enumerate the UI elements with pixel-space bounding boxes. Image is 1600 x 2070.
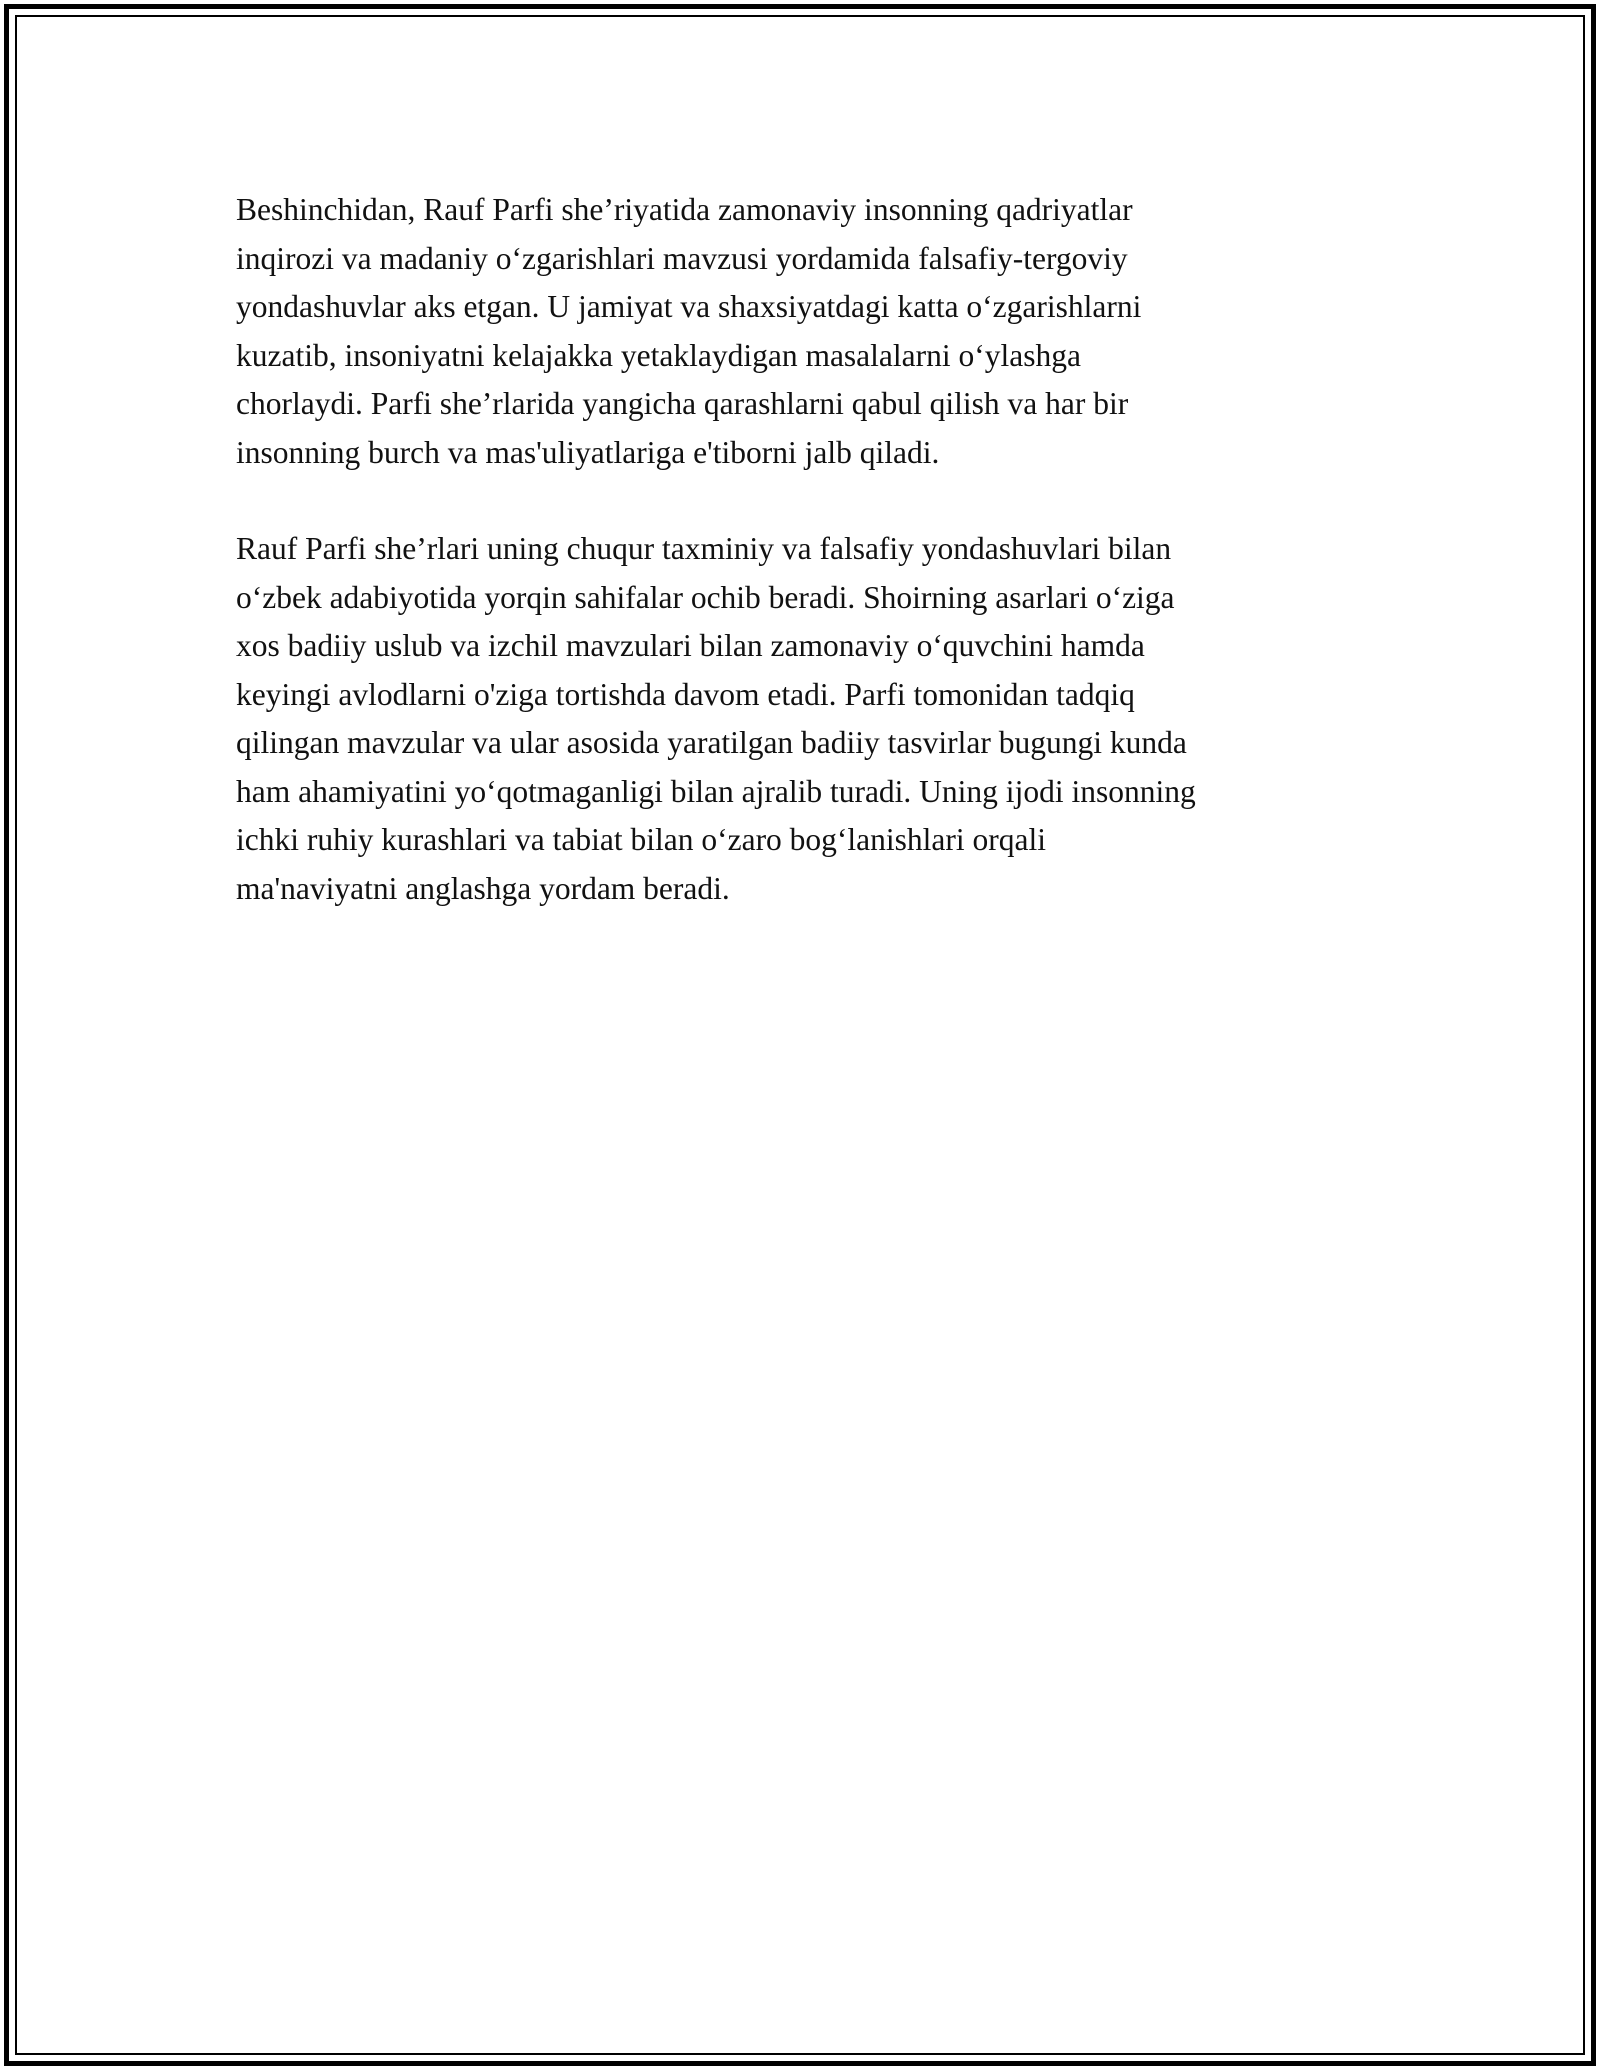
paragraph-line: inqirozi va madaniy o‘zgarishlari mavzusi yordamida falsafiy-tergoviy [236, 240, 1128, 276]
paragraph-line: Beshinchidan, Rauf Parfi she’riyatida zamonaviy insonning qadriyatlar [236, 192, 1133, 227]
paragraph-line: Rauf Parfi she’rlari uning chuqur taxminiy va falsafiy yondashuvlari bilan [236, 531, 1172, 566]
document-body [236, 186, 1376, 961]
paragraph-line: insonning burch va mas'uliyatlariga e'tiborni jalb qiladi. [236, 434, 940, 470]
paragraph-2 [236, 525, 1376, 913]
paragraph-line: o‘zbek adabiyotida yorqin sahifalar ochib beradi. Shoirning asarlari o‘ziga [236, 579, 1175, 615]
paragraph-1 [236, 186, 1376, 477]
paragraph-line: kuzatib, insoniyatni kelajakka yetaklaydigan masalalarni o‘ylashga [236, 337, 1081, 373]
paragraph-line: keyingi avlodlarni o'ziga tortishda davom etadi. Parfi tomonidan tadqiq [236, 676, 1135, 712]
paragraph-line: yondashuvlar aks etgan. U jamiyat va shaxsiyatdagi katta o‘zgarishlarni [236, 289, 1142, 324]
paragraph-line: chorlaydi. Parfi she’rlarida yangicha qarashlarni qabul qilish va har bir [236, 386, 1129, 421]
paragraph-line: xos badiiy uslub va izchil mavzulari bilan zamonaviy o‘quvchini hamda [236, 628, 1145, 663]
paragraph-line: ichki ruhiy kurashlari va tabiat bilan o‘zaro bog‘lanishlari orqali [236, 822, 1046, 857]
paragraph-line: ma'naviyatni anglashga yordam beradi. [236, 870, 730, 906]
paragraph-line: ham ahamiyatini yo‘qotmaganligi bilan ajralib turadi. Uning ijodi insonning [236, 773, 1196, 809]
paragraph-line: qilingan mavzular va ular asosida yaratilgan badiiy tasvirlar bugungi kunda [236, 725, 1187, 760]
